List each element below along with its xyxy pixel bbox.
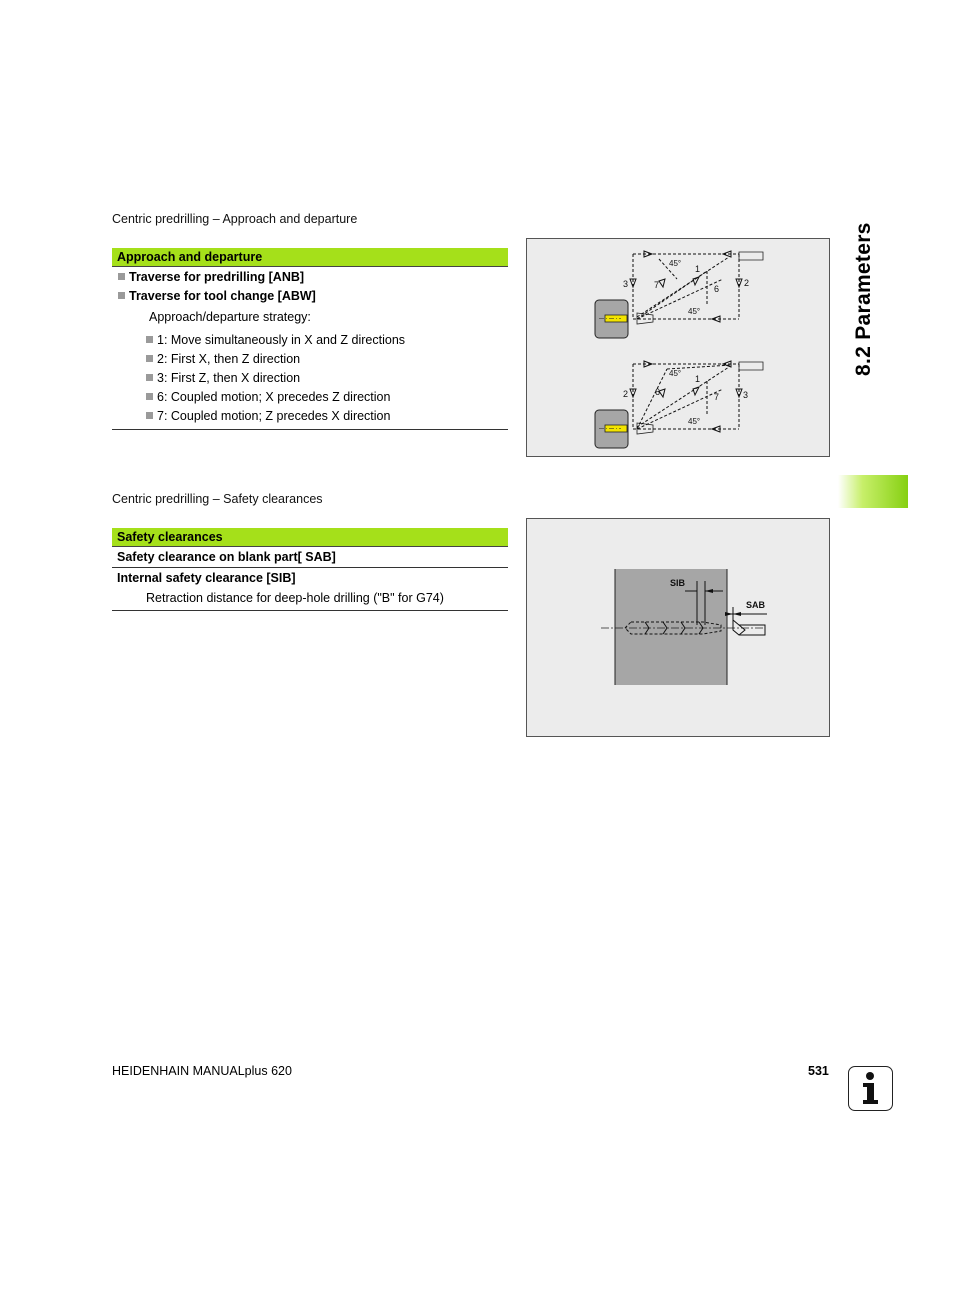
chapter-tab [838, 475, 908, 508]
bullet-icon [146, 374, 153, 381]
param-sib-desc: Retraction distance for deep-hole drilling ("B" for G74) [146, 591, 444, 605]
approach-diagram [527, 239, 829, 456]
list-item: 1: Move simultaneously in X and Z directions [112, 331, 508, 350]
page-number: 531 [808, 1064, 829, 1078]
label-2: 2 [623, 389, 629, 399]
safety-diagram [527, 519, 829, 736]
param-sib: Internal safety clearance [SIB] [117, 571, 296, 585]
list-item: 3: First Z, then X direction [112, 369, 508, 388]
option-list [112, 331, 508, 426]
angle-label: 45° [669, 369, 682, 378]
divider [112, 429, 508, 430]
label-7: 7 [654, 280, 660, 290]
list-item: 7: Coupled motion; Z precedes X direction [112, 407, 508, 426]
label-6: 6 [714, 284, 720, 294]
bullet-icon [118, 273, 125, 280]
diagram-bottom [595, 361, 763, 448]
angle-label: 45° [669, 259, 682, 268]
angle-label: 45° [688, 307, 701, 316]
label-sab: SAB [746, 600, 766, 610]
figure-safety-clearances [526, 518, 830, 737]
info-icon [848, 1066, 893, 1111]
param-sab: Safety clearance on blank part[ SAB] [117, 550, 336, 564]
param-anb: Traverse for predrilling [ANB] [112, 268, 508, 287]
label-3: 3 [743, 390, 749, 400]
caption-safety: Centric predrilling – Safety clearances [112, 492, 323, 506]
table-header-safety: Safety clearances [112, 528, 508, 547]
figure-approach-departure [526, 238, 830, 457]
bullet-icon [146, 355, 153, 362]
caption-approach: Centric predrilling – Approach and departure [112, 212, 358, 226]
label-2: 2 [744, 278, 750, 288]
table-approach [112, 248, 508, 430]
label-6: 6 [655, 387, 661, 397]
list-item: 2: First X, then Z direction [112, 350, 508, 369]
label-3: 3 [623, 279, 629, 289]
label-1: 1 [695, 264, 701, 274]
param-abw: Traverse for tool change [ABW] [112, 287, 508, 306]
side-section-title: 8.2 Parameters [852, 222, 875, 376]
bullet-icon [118, 292, 125, 299]
angle-label: 45° [688, 417, 701, 426]
divider [112, 610, 508, 611]
table-header-approach: Approach and departure [112, 248, 508, 267]
label-1: 1 [695, 374, 701, 384]
bullet-icon [146, 393, 153, 400]
label-7: 7 [714, 392, 720, 402]
bullet-icon [146, 336, 153, 343]
list-item: 6: Coupled motion; X precedes Z direction [112, 388, 508, 407]
divider [112, 567, 508, 568]
bullet-icon [146, 412, 153, 419]
diagram-top [595, 251, 763, 338]
strategy-label: Approach/departure strategy: [149, 310, 311, 324]
table-safety [112, 528, 508, 611]
footer-manual-name: HEIDENHAIN MANUALplus 620 [112, 1064, 292, 1078]
label-sib: SIB [670, 578, 686, 588]
